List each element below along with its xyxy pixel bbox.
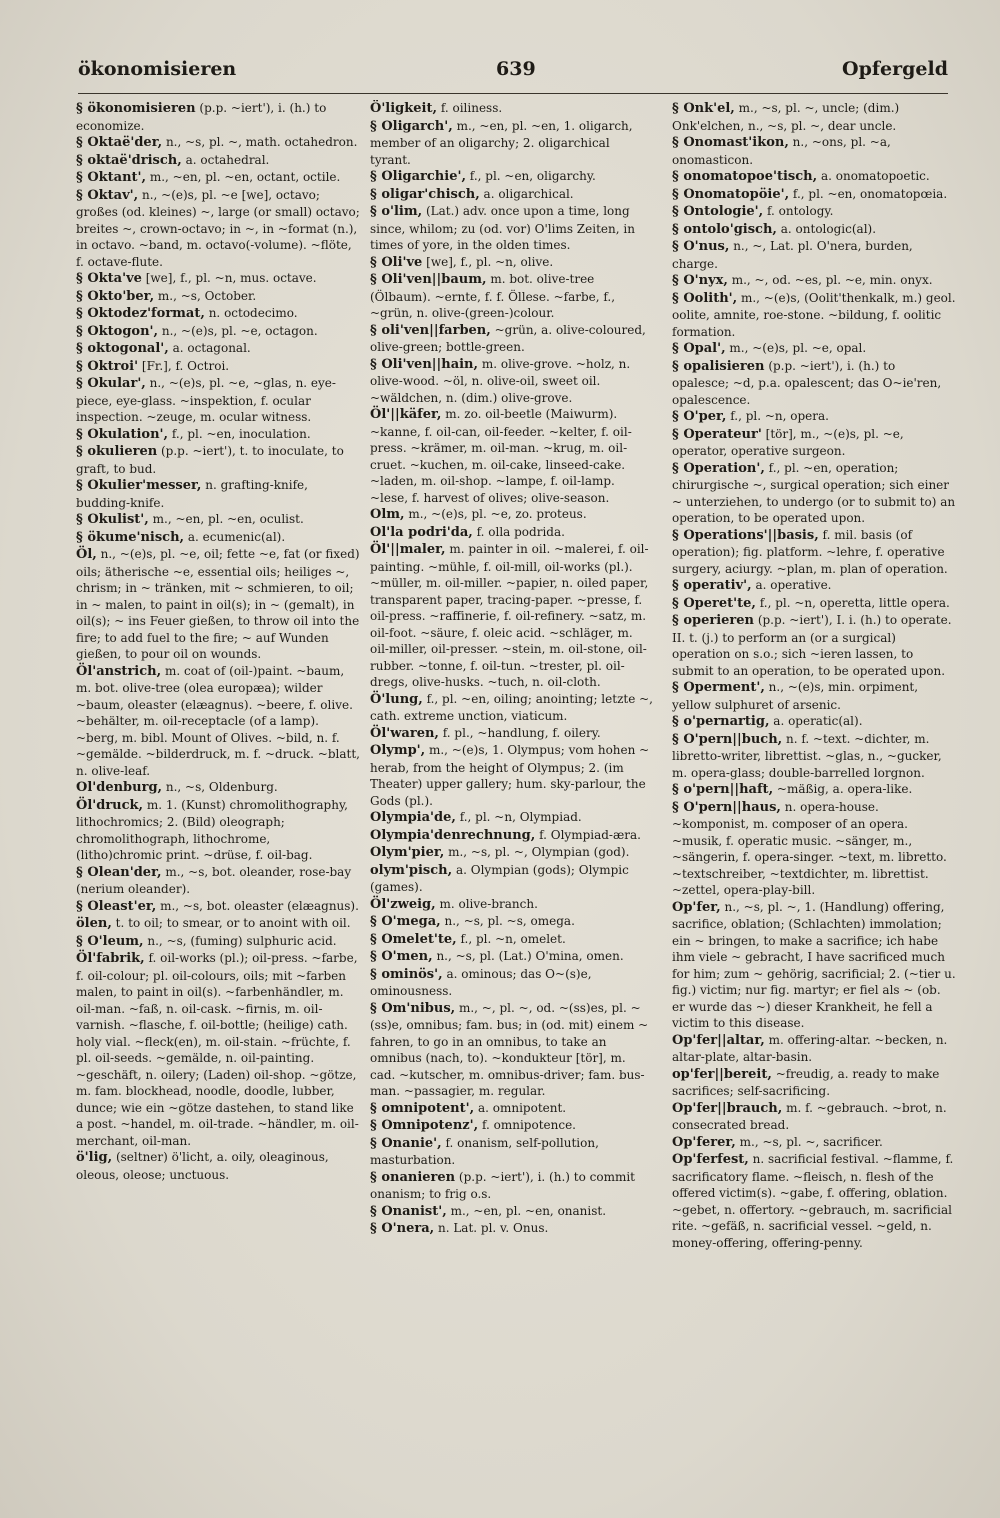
entry-headword: § oli'ven||farben,: [370, 322, 491, 338]
entry-headword: § Okulist',: [76, 512, 149, 527]
dictionary-entry: [370, 1220, 654, 1238]
entry-definition: a. operatic(al).: [769, 714, 863, 728]
entry-headword: Öl'zweig,: [370, 896, 436, 912]
entry-definition: (p.p. ~iert'), I. i. (h.) to operate. II. t. (j.) to perform an (or a surgical) operation on s.o.; sich ~ieren lassen, to submit to an operation, to be operated upon.: [672, 613, 952, 678]
dictionary-entry: [672, 203, 956, 221]
entry-headword: § Okta've: [76, 271, 142, 286]
entry-definition: f. Olympiad-æra.: [535, 827, 641, 842]
entry-definition: f. oil-works (pl.); oil-press. ~farbe, f. oil-colour; pl. oil-colours, oils; mit ~farben malen, to paint in oil(s). ~farbenhändler, m. oil-man. ~faß, n. oil-cask. ~firnis, m. oil-varnish. ~flasche, f. oil-bottle; (heilige) cath. holy vial. ~fleck(en), m. oil-stain. ~früchte, f. pl. oil-seeds. ~gemälde, n. oil-painting. ~geschäft, n. oilery; (Laden) oil-shop. ~götze, m. fam. blockhead, noodle, doodle, lubber, dunce; wie ein ~götze dastehen, to stand like a post. ~handel, m. oil-trade. ~händler, m. oil-merchant, oil-man.: [76, 951, 359, 1148]
entry-headword: § O'men,: [370, 949, 433, 964]
dictionary-entry: [672, 168, 956, 186]
entry-headword: § Oolith',: [672, 290, 738, 306]
entry-headword: § Onomast'ikon,: [672, 135, 789, 150]
dictionary-entry: [370, 844, 654, 862]
entry-headword: § Operations'||basis,: [672, 527, 819, 543]
dictionary-entry: [672, 460, 956, 527]
entry-definition: m., ~en, pl. ~en, onanist.: [446, 1203, 607, 1218]
dictionary-entry: [76, 443, 360, 477]
entry-headword: § operativ',: [672, 578, 752, 593]
entry-definition: n., ~ons, pl. ~a, onomasticon.: [672, 135, 891, 167]
entry-headword: op'fer||bereit,: [672, 1066, 772, 1082]
entry-headword: § Omnipotenz',: [370, 1118, 479, 1133]
entry-definition: a. omnipotent.: [474, 1100, 567, 1115]
dictionary-entry: [672, 1100, 956, 1134]
entry-definition: f., pl. ~n, operetta, little opera.: [755, 595, 950, 610]
entry-definition: f., pl. ~en, operation; chirurgische ~, surgical operation; sich einer ~ unterziehen, to undergo (or to submit to) an operation, to be operated upon.: [672, 460, 956, 525]
entry-headword: § Operment',: [672, 680, 765, 695]
entry-definition: f., pl. ~n, omelet.: [456, 931, 566, 946]
entry-headword: § o'pernartig,: [672, 714, 770, 729]
entry-definition: [we], f., pl. ~n, mus. octave.: [141, 271, 317, 285]
dictionary-entry: [370, 100, 654, 118]
entry-definition: m., ~en, pl. ~en, octant, octile.: [146, 170, 341, 184]
entry-definition: a. octahedral.: [181, 152, 270, 167]
entry-headword: § Oktogon',: [76, 323, 159, 339]
entry-headword: § O'pern||buch,: [672, 731, 783, 747]
dictionary-entry: [76, 779, 360, 797]
entry-headword: § O'nyx,: [672, 273, 728, 288]
dictionary-entry: [76, 864, 360, 898]
entry-definition: m. zo. oil-beetle (Maiwurm). ~kanne, f. oil-can, oil-feeder. ~kelter, f. oil-press. ~krämer, m. oil-man. ~krug, m. oil-cruet. ~kuchen, m. oil-cake, linseed-cake. ~laden, m. oil-shop. ~lampe, f. oil-lamp. ~lese, f. harvest of olives; olive-season.: [370, 407, 632, 505]
entry-definition: n., ~s, (fuming) sulphuric acid.: [143, 933, 337, 948]
entry-headword: Olym'pier,: [370, 845, 445, 860]
dictionary-entry: [370, 827, 654, 845]
dictionary-entry: [370, 506, 654, 524]
entry-definition: ~mäßig, a. opera-like.: [773, 782, 913, 796]
dictionary-entry: [672, 577, 956, 595]
entry-definition: n. sacrificial festival. ~flamme, f. sacrificatory flame. ~fleisch, n. flesh of the offered victim(s). ~gabe, f. offering, oblation. ~gebet, n. offertory. ~gebrauch, m. sacrificial rite. ~gefäß, n. sacrificial vessel. ~geld, n. money-offering, offering-penny.: [672, 1152, 954, 1250]
entry-headword: Öl'waren,: [370, 725, 439, 741]
dictionary-entry: [370, 809, 654, 827]
dictionary-entry: [76, 358, 360, 376]
entry-headword: olym'pisch,: [370, 862, 453, 878]
dictionary-entry: [672, 134, 956, 168]
entry-headword: Olymp',: [370, 743, 426, 758]
entry-headword: § Okulation',: [76, 426, 169, 442]
dictionary-entry: [370, 948, 654, 966]
entry-definition: n., ~s, pl. ~s, omega.: [440, 914, 575, 928]
dictionary-entry: [672, 899, 956, 1032]
entry-definition: m., ~s, pl. ~, Olympian (god).: [444, 845, 630, 859]
page-number: 639: [496, 58, 536, 80]
entry-definition: f. pl., ~handlung, f. oilery.: [438, 725, 601, 740]
entry-headword: Olympia'de,: [370, 810, 456, 825]
dictionary-entry: [76, 546, 360, 663]
entry-headword: Ö'ligkeit,: [370, 101, 438, 116]
entry-definition: m., ~s, pl. ~, sacrificer.: [735, 1134, 883, 1149]
entry-headword: Ol'la podri'da,: [370, 524, 473, 540]
dictionary-entry: [76, 797, 360, 864]
entry-definition: n. grafting-knife, budding-knife.: [76, 478, 308, 510]
dictionary-entry: [370, 1117, 654, 1135]
dictionary-entry: [672, 713, 956, 731]
entry-headword: § O'nus,: [672, 239, 730, 254]
entry-headword: § Oli'ven||baum,: [370, 272, 487, 287]
dictionary-entry: [76, 426, 360, 444]
dictionary-entry: [370, 406, 654, 506]
entry-definition: f., pl. ~n, Olympiad.: [455, 810, 582, 824]
entry-headword: § Okular',: [76, 376, 146, 391]
dictionary-entry: [76, 915, 360, 933]
entry-definition: m. bot. olive-tree (Ölbaum). ~ernte, f. f. Öllese. ~farbe, f., ~grün, n. olive-(green-)colour.: [370, 272, 616, 320]
dictionary-entry: [672, 1032, 956, 1066]
dictionary-entry: [76, 340, 360, 358]
dictionary-entry: [672, 340, 956, 358]
dictionary-entry: [76, 305, 360, 323]
dictionary-entry: [76, 950, 360, 1149]
dictionary-entry: [672, 358, 956, 409]
entry-headword: § oktogonal',: [76, 341, 169, 356]
dictionary-entry: [370, 524, 654, 542]
columns: [76, 100, 966, 1470]
entry-definition: m. coat of (oil-)paint. ~baum, m. bot. olive-tree (olea europæa); wilder ~baum, oleaster (elæagnus). ~beere, f. olive. ~behälter, m. oil-receptacle (of a lamp). ~berg, m. bibl. Mount of Olives. ~bild, n. f. ~gemälde. ~bilderdruck, m. f. ~druck. ~blatt, n. olive-leaf.: [76, 663, 360, 778]
entry-headword: § O'per,: [672, 409, 727, 424]
entry-headword: § Om'nibus,: [370, 1000, 456, 1016]
entry-definition: (Lat.) adv. once upon a time, long since, whilom; zu (od. vor) O'lims Zeiten, in times of yore, in the olden times.: [370, 204, 635, 252]
entry-definition: a. operative.: [751, 578, 832, 592]
entry-definition: f., pl. ~n, opera.: [726, 409, 829, 423]
dictionary-entry: [672, 527, 956, 578]
dictionary-entry: [370, 725, 654, 743]
header-rule: [78, 93, 948, 94]
entry-headword: Öl'druck,: [76, 797, 144, 813]
dictionary-entry: [76, 511, 360, 529]
entry-definition: n., ~s, Oldenburg.: [162, 780, 278, 794]
entry-definition: f., pl. ~en, inoculation.: [168, 426, 311, 441]
dictionary-entry: [370, 168, 654, 186]
dictionary-entry: [672, 408, 956, 426]
dictionary-entry: [370, 931, 654, 949]
entry-headword: § Onomatopöie',: [672, 186, 790, 202]
entry-definition: [tör], m., ~(e)s, pl. ~e, operator, operative surgeon.: [672, 426, 904, 458]
entry-headword: § Oli've: [370, 254, 423, 270]
entry-headword: § Oktroi': [76, 358, 139, 374]
entry-definition: m. offering-altar. ~becken, n. altar-plate, altar-basin.: [672, 1032, 948, 1064]
entry-definition: m. painter in oil. ~malerei, f. oil-painting. ~mühle, f. oil-mill, oil-works (pl.). ~müller, m. oil-miller. ~papier, n. oiled paper, transparent paper, tracing-paper. ~presse, f. oil-press. ~raffinerie, f. oil-refinery. ~satz, m. oil-foot. ~säure, f. oleic acid. ~schläger, m. oil-miller, oil-presser. ~stein, m. oil-stone, oil-rubber. ~tonne, f. oil-tun. ~trester, pl. oil-dregs, olive-husks. ~tuch, n. oil-cloth.: [370, 542, 649, 689]
entry-definition: n., ~(e)s, min. orpiment, yellow sulphuret of arsenic.: [672, 680, 919, 712]
entry-headword: § Oli'ven||hain,: [370, 356, 479, 372]
entry-definition: [we], f., pl. ~n, olive.: [422, 254, 554, 269]
entry-definition: (p.p. ~iert'), i. (h.) to opalesce; ~d, p.a. opalescent; das O~ie'ren, opalescence.: [672, 358, 942, 407]
entry-definition: m., ~(e)s, 1. Olympus; vom hohen ~ herab, from the height of Olympus; 2. (im Theater) upper gallery; hum. sky-parlour, the Gods (pl.).: [370, 743, 650, 808]
entry-definition: f. olla podrida.: [472, 524, 565, 539]
entry-headword: ö'lig,: [76, 1150, 113, 1165]
entry-headword: § Operateur': [672, 426, 762, 442]
dictionary-entry: [76, 529, 360, 547]
entry-definition: m. olive-branch.: [435, 896, 538, 911]
entry-headword: § Okulier'messer,: [76, 478, 202, 493]
entry-headword: § Oktodez'format,: [76, 306, 205, 321]
dictionary-entry: [76, 1149, 360, 1183]
dictionary-entry: [370, 541, 654, 691]
dictionary-entry: [370, 118, 654, 169]
entry-headword: § Operation',: [672, 460, 765, 476]
entry-definition: m., ~s, bot. oleander, rose-bay (nerium oleander).: [76, 864, 352, 896]
entry-definition: ~grün, a. olive-coloured, olive-green; bottle-green.: [370, 322, 646, 354]
entry-headword: Op'fer,: [672, 899, 721, 915]
entry-definition: n. opera-house. ~komponist, m. composer of an opera. ~musik, f. operatic music. ~sänger, m., ~sängerin, f. opera-singer. ~text, m. libretto. ~textschreiber, ~textdichter, m. librettist. ~zettel, opera-play-bill.: [672, 799, 947, 897]
entry-headword: § O'nera,: [370, 1221, 435, 1236]
entry-headword: Öl,: [76, 547, 97, 562]
entry-headword: § opalisieren: [672, 358, 765, 374]
dictionary-entry: [370, 322, 654, 356]
dictionary-entry: [370, 1135, 654, 1169]
entry-definition: m., ~s, bot. oleaster (elæagnus).: [156, 898, 359, 913]
entry-headword: § Oleast'er,: [76, 898, 157, 914]
entry-definition: n., ~s, pl. (Lat.) O'mina, omen.: [432, 949, 624, 963]
entry-headword: § Oktant',: [76, 170, 147, 185]
entry-definition: m. 1. (Kunst) chromolithography, lithochromics; 2. (Bild) oleograph; chromolithograph, lithochrome, (litho)chromic print. ~drüse, f. oil-bag.: [76, 797, 348, 862]
entry-definition: f. oiliness.: [437, 101, 503, 115]
entry-definition: m., ~(e)s, pl. ~e, opal.: [725, 341, 867, 355]
dictionary-entry: [672, 1066, 956, 1100]
entry-definition: n., ~(e)s, pl. ~e, oil; fette ~e, fat (or fixed) oils; ätherische ~e, essential oils; heiliges ~, chrism; in ~ tränken, mit ~ schmieren, to oil; in ~ malen, to paint in oil(s); in ~ (gemalt), in oil(s); ~ ins Feuer gießen, to throw oil into the fire; to add fuel to the fire; ~ auf Wunden gießen, to pour oil on wounds.: [76, 547, 360, 661]
entry-definition: n., ~s, pl. ~, math. octahedron.: [162, 135, 358, 149]
dictionary-entry: [672, 1134, 956, 1152]
entry-definition: f., pl. ~en, oligarchy.: [465, 169, 596, 183]
entry-headword: § Opal',: [672, 341, 726, 356]
column-1: [76, 100, 360, 1470]
entry-headword: Öl'||käfer,: [370, 407, 442, 422]
entry-headword: § omnipotent',: [370, 1100, 475, 1116]
entry-definition: t. to oil; to smear, or to anoint with oil.: [111, 916, 351, 930]
entry-definition: (p.p. ~iert'), t. to inoculate, to graft, to bud.: [76, 444, 344, 476]
dictionary-entry: [672, 799, 956, 899]
entry-definition: n., ~(e)s, pl. ~e [we], octavo; großes (od. kleines) ~, large (or small) octavo; breites ~, crown-octavo; in ~, in ~format (n.), in octavo. ~band, m. octavo(-volume). ~flöte, f. octave-flute.: [76, 187, 360, 269]
entry-definition: f., pl. ~en, oiling; anointing; letzte ~, cath. extreme unction, viaticum.: [370, 691, 653, 723]
entry-headword: § oligar'chisch,: [370, 186, 480, 202]
running-head: [78, 58, 948, 88]
dictionary-entry: [370, 1169, 654, 1203]
entry-definition: m., ~en, pl. ~en, 1. oligarch, member of an oligarchy; 2. oligarchical tyrant.: [370, 118, 633, 167]
dictionary-entry: [76, 477, 360, 511]
entry-definition: (seltner) ö'licht, a. oily, oleaginous, oleous, oleose; unctuous.: [76, 1150, 329, 1182]
dictionary-entry: [76, 898, 360, 916]
entry-definition: a. ecumenic(al).: [184, 529, 286, 544]
dictionary-entry: [370, 203, 654, 254]
entry-headword: Öl'anstrich,: [76, 663, 162, 679]
entry-definition: m. olive-grove. ~holz, n. olive-wood. ~öl, n. olive-oil, sweet oil. ~wäldchen, n. (dim.) olive-grove.: [370, 356, 631, 405]
entry-headword: § Oktav',: [76, 187, 139, 203]
dictionary-entry: [672, 100, 956, 134]
entry-definition: (p.p. ~iert'), i. (h.) to commit onanism; to frig o.s.: [370, 1169, 635, 1201]
dictionary-entry: [672, 731, 956, 782]
entry-definition: n., ~, Lat. pl. O'nera, burden, charge.: [672, 239, 913, 271]
dictionary-entry: [672, 612, 956, 679]
entry-headword: § ominös',: [370, 966, 443, 982]
entry-definition: [Fr.], f. Octroi.: [138, 358, 230, 373]
dictionary-entry: [672, 679, 956, 713]
entry-definition: m., ~(e)s, (Oolit'thenkalk, m.) geol. oolite, amnite, roe-stone. ~bildung, f. oolitic formation.: [672, 290, 956, 339]
entry-headword: § Olean'der,: [76, 864, 162, 880]
dictionary-entry: [370, 896, 654, 914]
entry-definition: m. f. ~gebrauch. ~brot, n. consecrated bread.: [672, 1100, 947, 1132]
dictionary-entry: [672, 1151, 956, 1251]
entry-definition: a. onomatopoetic.: [817, 169, 930, 183]
entry-headword: § O'pern||haus,: [672, 799, 781, 815]
entry-headword: ölen,: [76, 916, 112, 931]
entry-headword: § onomatopoe'tisch,: [672, 169, 818, 184]
dictionary-entry: [76, 152, 360, 170]
dictionary-entry: [370, 1100, 654, 1118]
entry-headword: § O'leum,: [76, 933, 144, 949]
entry-definition: f. ontology.: [763, 204, 834, 218]
entry-headword: § oktaë'drisch,: [76, 152, 182, 168]
dictionary-entry: [370, 691, 654, 725]
entry-definition: n. Lat. pl. v. Onus.: [434, 1221, 549, 1235]
dictionary-entry: [76, 270, 360, 288]
entry-headword: § O'mega,: [370, 914, 441, 929]
entry-headword: § o'lim,: [370, 204, 423, 219]
entry-definition: a. ontologic(al).: [776, 221, 877, 236]
entry-definition: ~freudig, a. ready to make sacrifices; self-sacrificing.: [672, 1066, 940, 1098]
dictionary-entry: [672, 595, 956, 613]
dictionary-entry: [76, 933, 360, 951]
column-2: [370, 100, 654, 1470]
entry-definition: n. f. ~text. ~dichter, m. libretto-writer, librettist. ~glas, n., ~gucker, m. opera-glass; double-barrelled lorgnon.: [672, 731, 942, 780]
header-left-catchword: ökonomisieren: [78, 58, 237, 80]
entry-headword: § Onanie',: [370, 1135, 442, 1151]
dictionary-entry: [370, 913, 654, 931]
entry-definition: (p.p. ~iert'), i. (h.) to economize.: [76, 101, 327, 133]
entry-definition: m., ~, pl. ~, od. ~(ss)es, pl. ~(ss)e, omnibus; fam. bus; in (od. mit) einem ~ fahren, to go in an omnibus, to take an omnibus (nach, to). ~kondukteur [tör], m. cad. ~kutscher, m. omnibus-driver; fam. bus-man. ~passagier, m. regular.: [370, 1000, 649, 1098]
dictionary-entry: [76, 323, 360, 341]
dictionary-entry: [370, 1000, 654, 1100]
entry-definition: f., pl. ~en, onomatopœia.: [789, 186, 948, 201]
entry-headword: Op'ferer,: [672, 1134, 736, 1150]
entry-definition: f. onanism, self-pollution, masturbation.: [370, 1135, 599, 1167]
entry-headword: Op'ferfest,: [672, 1152, 749, 1167]
entry-definition: a. Olympian (gods); Olympic (games).: [370, 862, 629, 894]
entry-headword: § Operet'te,: [672, 595, 756, 611]
entry-headword: Olympia'denrechnung,: [370, 827, 536, 843]
dictionary-entry: [672, 272, 956, 290]
entry-definition: n., ~s, pl. ~, 1. (Handlung) offering, sacrifice, oblation; (Schlachten) immolation; ein ~ bringen, to make a sacrifice; ich habe ihm viele ~ gebracht, I have sacrificed much for him; zum ~ gehörig, sacrificial; 2. (~tier u. fig.) victim; nur fig. martyr; er fiel als ~ (ob. er wurde das ~) dieser Krankheit, he fell a victim to this disease.: [672, 899, 956, 1030]
dictionary-entry: [672, 186, 956, 204]
entry-definition: m., ~(e)s, pl. ~e, zo. proteus.: [404, 507, 587, 521]
entry-headword: § ökume'nisch,: [76, 529, 185, 545]
entry-definition: f. mil. basis (of operation); fig. platform. ~lehre, f. operative surgery, aciurgy. ~plan, m. plan of operation.: [672, 527, 948, 576]
dictionary-entry: [76, 375, 360, 426]
dictionary-entry: [370, 862, 654, 896]
dictionary-entry: [370, 254, 654, 272]
dictionary-entry: [76, 187, 360, 271]
dictionary-entry: [76, 288, 360, 306]
entry-headword: Öl'||maler,: [370, 542, 446, 557]
dictionary-entry: [672, 781, 956, 799]
entry-headword: Op'fer||brauch,: [672, 1100, 783, 1116]
dictionary-entry: [672, 426, 956, 460]
entry-definition: m., ~en, pl. ~en, oculist.: [148, 512, 304, 526]
entry-headword: Öl'fabrik,: [76, 951, 145, 966]
dictionary-entry: [672, 221, 956, 239]
dictionary-entry: [76, 134, 360, 152]
entry-headword: Ö'lung,: [370, 691, 423, 707]
entry-headword: § ontolo'gisch,: [672, 221, 777, 237]
header-right-catchword: Opfergeld: [842, 58, 948, 80]
dictionary-entry: [370, 742, 654, 809]
dictionary-entry: [370, 966, 654, 1000]
entry-definition: m., ~, od. ~es, pl. ~e, min. onyx.: [727, 273, 933, 287]
entry-headword: § okulieren: [76, 444, 158, 459]
dictionary-entry: [672, 238, 956, 272]
entry-definition: m., ~s, pl. ~, uncle; (dim.) Onk'elchen, n., ~s, pl. ~, dear uncle.: [672, 101, 900, 133]
entry-headword: § Oligarchie',: [370, 169, 466, 184]
entry-headword: § Oktaë'der,: [76, 135, 163, 150]
entry-definition: a. oligarchical.: [479, 186, 574, 201]
entry-definition: n., ~(e)s, pl. ~e, ~glas, n. eye-piece, eye-glass. ~inspektion, f. ocular inspection. ~zeuge, m. ocular witness.: [76, 376, 336, 424]
entry-headword: Olm,: [370, 507, 405, 522]
entry-headword: § Onk'el,: [672, 101, 735, 116]
entry-headword: § Oligarch',: [370, 118, 453, 134]
dictionary-entry: [76, 100, 360, 134]
entry-headword: Op'fer||altar,: [672, 1032, 765, 1048]
column-3: [672, 100, 956, 1470]
entry-definition: a. ominous; das O~(s)e, ominousness.: [370, 966, 592, 998]
entry-headword: § Onanist',: [370, 1203, 447, 1219]
entry-definition: n. octodecimo.: [204, 306, 298, 320]
entry-definition: n., ~(e)s, pl. ~e, octagon.: [158, 323, 318, 338]
dictionary-entry: [76, 663, 360, 780]
dictionary-entry: [370, 356, 654, 407]
entry-headword: § Okto'ber,: [76, 288, 155, 304]
entry-headword: § onanieren: [370, 1169, 456, 1185]
entry-headword: § o'pern||haft,: [672, 782, 774, 797]
dictionary-entry: [76, 169, 360, 187]
entry-definition: m., ~s, October.: [154, 288, 257, 303]
dictionary-entry: [370, 186, 654, 204]
entry-headword: Ol'denburg,: [76, 780, 163, 795]
entry-headword: § ökonomisieren: [76, 101, 196, 116]
dictionary-entry: [370, 271, 654, 322]
entry-headword: § Omelet'te,: [370, 931, 457, 947]
entry-headword: § Ontologie',: [672, 204, 764, 219]
entry-definition: a. octagonal.: [168, 341, 251, 355]
entry-definition: f. omnipotence.: [478, 1118, 576, 1132]
dictionary-entry: [370, 1203, 654, 1221]
dictionary-entry: [672, 290, 956, 341]
entry-headword: § operieren: [672, 613, 754, 628]
